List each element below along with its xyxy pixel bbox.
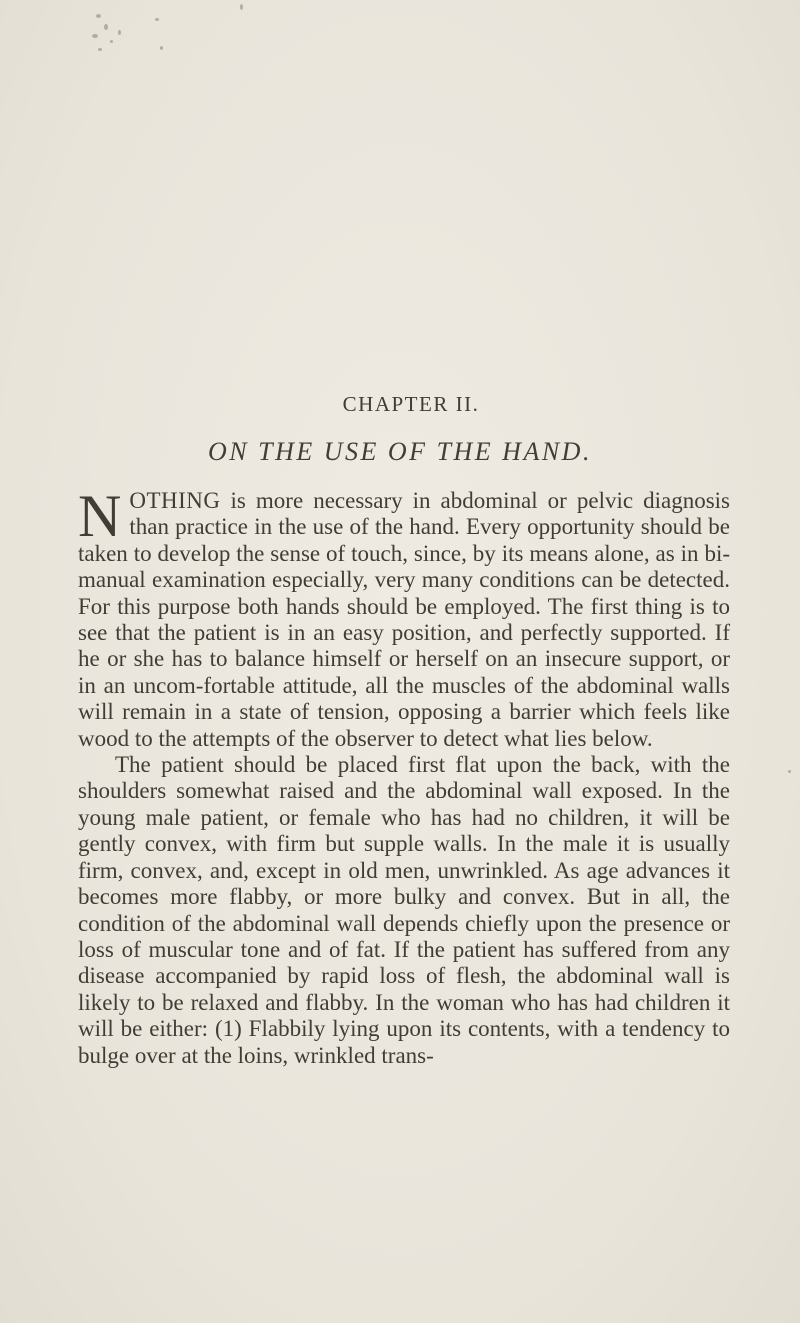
body-text [78, 483, 730, 1069]
paragraph-1-text: is more necessary in abdominal or pelvic diagnosis than practice in the use of the hand. Every opportunity should be taken to develop the sense of touch, since, by its means alone, as in bi-manual examination especially, very many conditions can be detected. For this purpose both hands should be employed. The first thing is to see that the patient is in an easy position, and perfectly supported. If he or she has to balance himself or herself on an insecure support, or in an uncom-fortable attitude, all the muscles of the abdominal walls will remain in a state of tension, opposing a barrier which feels like wood to the attempts of the observer to detect what lies below. [78, 488, 730, 751]
paragraph-1 [78, 483, 730, 752]
chapter-title: ON THE USE OF THE HAND. [208, 437, 592, 466]
drop-cap: N [78, 483, 122, 549]
paragraph-2: The patient should be placed first flat upon the back, with the shoulders somewhat raised and the abdominal wall exposed. In the young male patient, or female who has had no children, it will be gently convex, with firm but supple walls. In the male it is usually firm, convex, and, except in old men, unwrinkled. As age advances it becomes more flabby, or more bulky and convex. But in all, the condition of the abdominal wall depends chiefly upon the presence or loss of muscular tone and of fat. If the patient has suffered from any disease accompanied by rapid loss of flesh, the abdominal wall is likely to be relaxed and flabby. In the woman who has had children it will be either: (1) Flabbily lying upon its contents, with a tendency to bulge over at the loins, wrinkled trans- [78, 752, 730, 1068]
chapter-label: CHAPTER II. [342, 392, 480, 416]
opening-word: OTHING [129, 488, 221, 513]
